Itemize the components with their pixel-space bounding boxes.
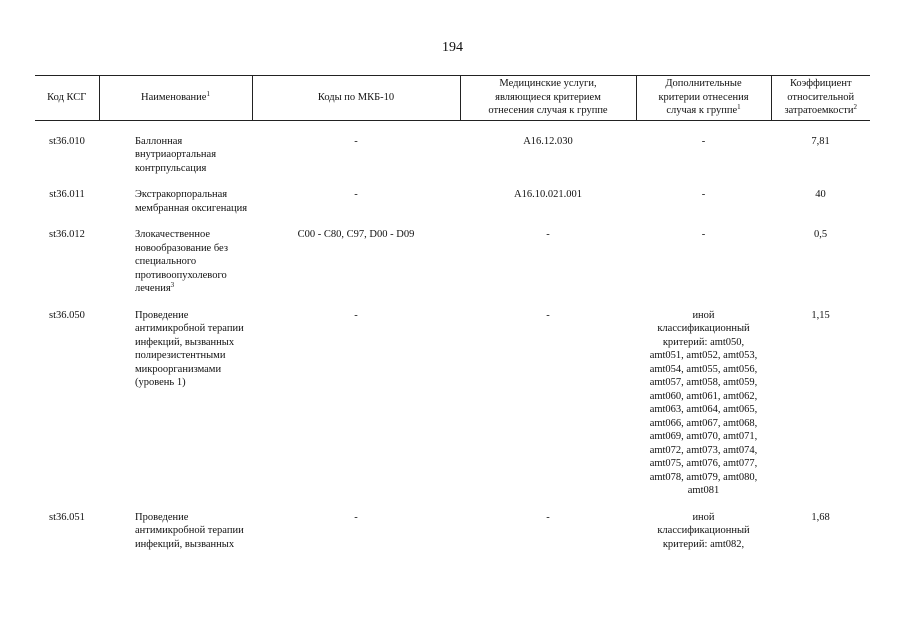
cell-name: Проведение антимикробной терапии инфекций, вызванных полирезистентными микроорганизмами (уровень 1) bbox=[135, 309, 244, 388]
cell-code: st36.012 bbox=[49, 229, 85, 240]
cell-code: st36.050 bbox=[49, 309, 85, 321]
header-mkb: Коды по МКБ-10 bbox=[252, 76, 460, 121]
cell-mkb: - bbox=[354, 511, 358, 523]
table-row bbox=[35, 228, 870, 309]
cell-name: Экстракорпоральная мембранная оксигенация bbox=[135, 189, 248, 214]
table-row bbox=[35, 309, 870, 511]
cell-mkb: C00 - C80, C97, D00 - D09 bbox=[297, 229, 415, 240]
cell-coefficient: 7,81 bbox=[811, 135, 830, 147]
header-name: Наименование$^1$ bbox=[99, 76, 252, 121]
cell-code: st36.011 bbox=[49, 189, 85, 200]
cell-criteria: - bbox=[701, 135, 706, 147]
cell-coefficient: 0,5 bbox=[813, 229, 828, 240]
header-coefficient: Коэффициент относительной затратоемкости$^2$ bbox=[771, 76, 870, 121]
table-row bbox=[35, 188, 870, 228]
header-criteria: Дополнительные критерии отнесения случая к группе$^1$ bbox=[636, 76, 771, 121]
header-services: Медицинские услуги, являющиеся критерием отнесения случая к группе bbox=[460, 76, 636, 121]
cell-services: - bbox=[546, 229, 550, 240]
table-row bbox=[35, 135, 870, 189]
cell-services: A16.10.021.001 bbox=[514, 189, 582, 200]
table-header-row bbox=[35, 76, 870, 121]
cell-mkb: - bbox=[354, 309, 358, 321]
cell-mkb: - bbox=[354, 135, 358, 147]
page-number: 194 bbox=[442, 40, 463, 55]
cell-coefficient: 40 bbox=[815, 189, 826, 200]
cell-services: A16.12.030 bbox=[523, 135, 573, 147]
cell-name: Проведение антимикробной терапии инфекций, вызванных bbox=[135, 511, 244, 550]
cell-coefficient: 1,15 bbox=[811, 309, 830, 321]
cell-criteria: - bbox=[701, 229, 706, 240]
table-body bbox=[35, 120, 870, 564]
cell-mkb: - bbox=[354, 189, 358, 200]
cell-services: - bbox=[546, 511, 550, 523]
header-code: Код КСГ bbox=[35, 76, 99, 121]
cell-coefficient: 1,68 bbox=[811, 511, 830, 523]
cell-criteria: - bbox=[701, 189, 706, 200]
cell-code: st36.051 bbox=[49, 511, 85, 523]
cell-code: st36.010 bbox=[49, 135, 85, 147]
cell-criteria: иной классификационный критерий: amt082, bbox=[657, 511, 750, 550]
cell-name: Злокачественное новообразование без специального противоопухолевого лечения$^3$ bbox=[135, 229, 228, 294]
cell-criteria: иной классификационный критерий: amt050, amt051, amt052, amt053, amt054, amt055, amt056, amt057, amt058, amt059, amt060, amt061, amt062, amt063, amt064, amt065, amt066, amt067, amt068, amt069, amt070, amt071, amt072, amt073, amt074, amt075, amt076, amt077, amt078, amt079, amt080, amt081 bbox=[649, 309, 758, 496]
cell-name: Баллонная внутриаортальная контрпульсация bbox=[135, 135, 217, 174]
ksg-table bbox=[35, 75, 870, 564]
table-row bbox=[35, 511, 870, 565]
cell-services: - bbox=[546, 309, 550, 321]
